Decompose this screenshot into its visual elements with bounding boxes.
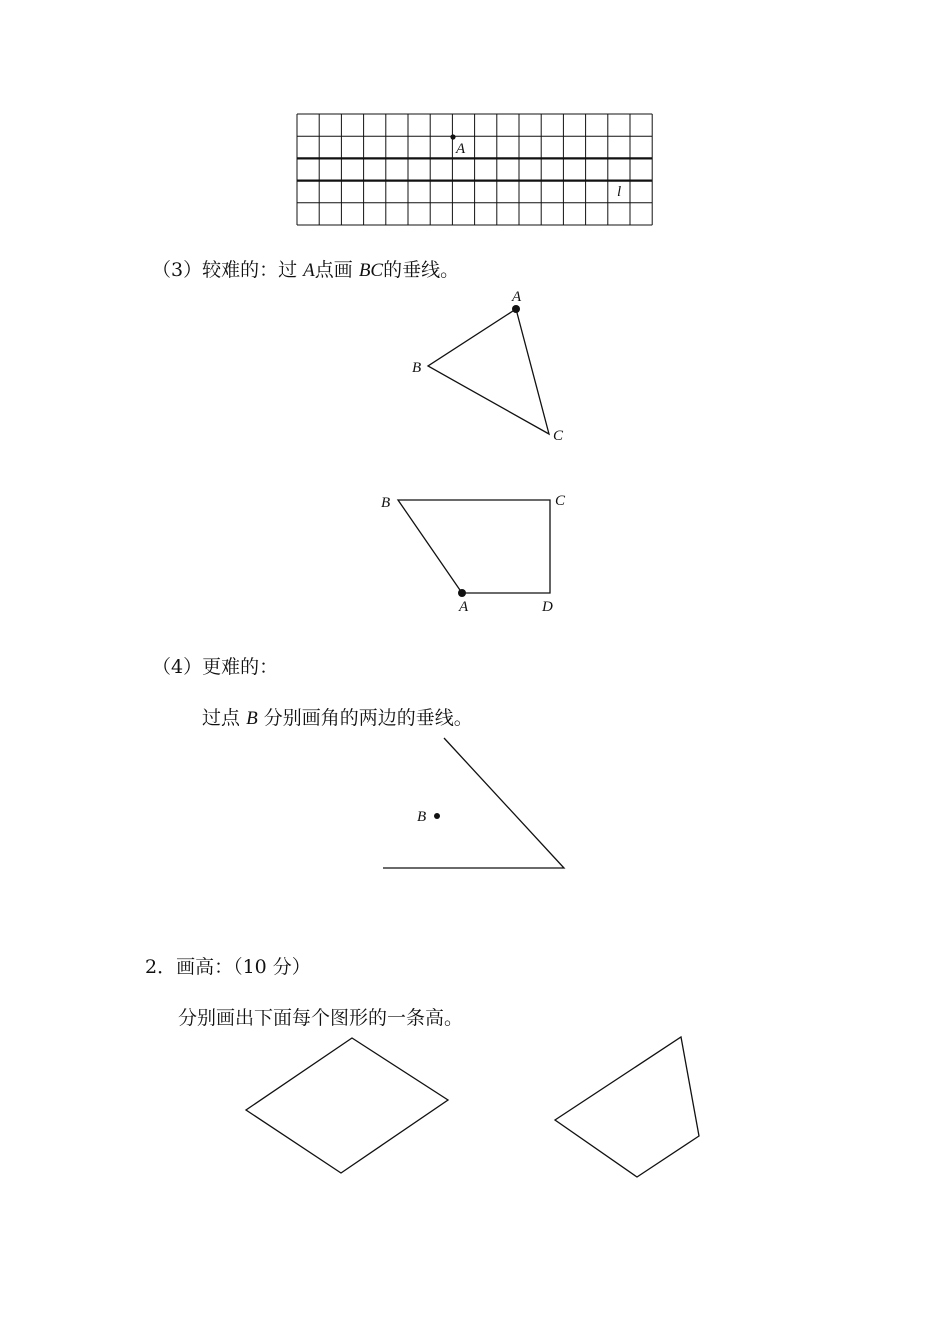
trapezoid-point-a bbox=[458, 589, 466, 597]
q4-suffix: 分别画角的两边的垂线。 bbox=[263, 707, 473, 729]
trapezoid-label-a: A bbox=[459, 599, 469, 615]
angle-point-b bbox=[434, 813, 440, 819]
square-grid bbox=[297, 114, 652, 225]
trapezoid-label-d: D bbox=[542, 599, 553, 615]
q4-prefix: 过点 bbox=[202, 707, 241, 729]
grid-point-label: A bbox=[456, 141, 466, 157]
angle-sides bbox=[383, 738, 564, 868]
rhombus bbox=[246, 1038, 448, 1173]
triangle-abc bbox=[428, 309, 549, 434]
triangle-point-a bbox=[512, 305, 520, 313]
q3-segment: BC bbox=[358, 260, 384, 281]
question-3 bbox=[152, 255, 459, 282]
question-4-title: （4）更难的： bbox=[152, 656, 279, 678]
angle-label-b: B bbox=[417, 809, 427, 825]
q3-suffix: 的垂线。 bbox=[383, 259, 460, 281]
q3-prefix: （3）较难的：过 bbox=[152, 259, 298, 281]
q3-mid: 点画 bbox=[314, 259, 353, 281]
quadrilateral bbox=[555, 1037, 699, 1177]
trapezoid-label-b: B bbox=[381, 495, 391, 511]
trapezoid-abcd bbox=[398, 500, 550, 593]
triangle-label-a: A bbox=[512, 289, 522, 305]
q4-point: B bbox=[246, 708, 258, 729]
question-2-instruction: 分别画出下面每个图形的一条高。 bbox=[178, 1007, 464, 1029]
grid-point-a bbox=[450, 134, 455, 139]
q3-point: A bbox=[303, 260, 315, 281]
triangle-label-b: B bbox=[412, 360, 422, 376]
trapezoid-label-c: C bbox=[555, 493, 566, 509]
triangle-label-c: C bbox=[553, 428, 564, 444]
question-2-title: 2．画高：（10 分） bbox=[145, 956, 311, 978]
question-4-instruction bbox=[202, 703, 473, 730]
grid-line-label: l bbox=[617, 184, 622, 200]
